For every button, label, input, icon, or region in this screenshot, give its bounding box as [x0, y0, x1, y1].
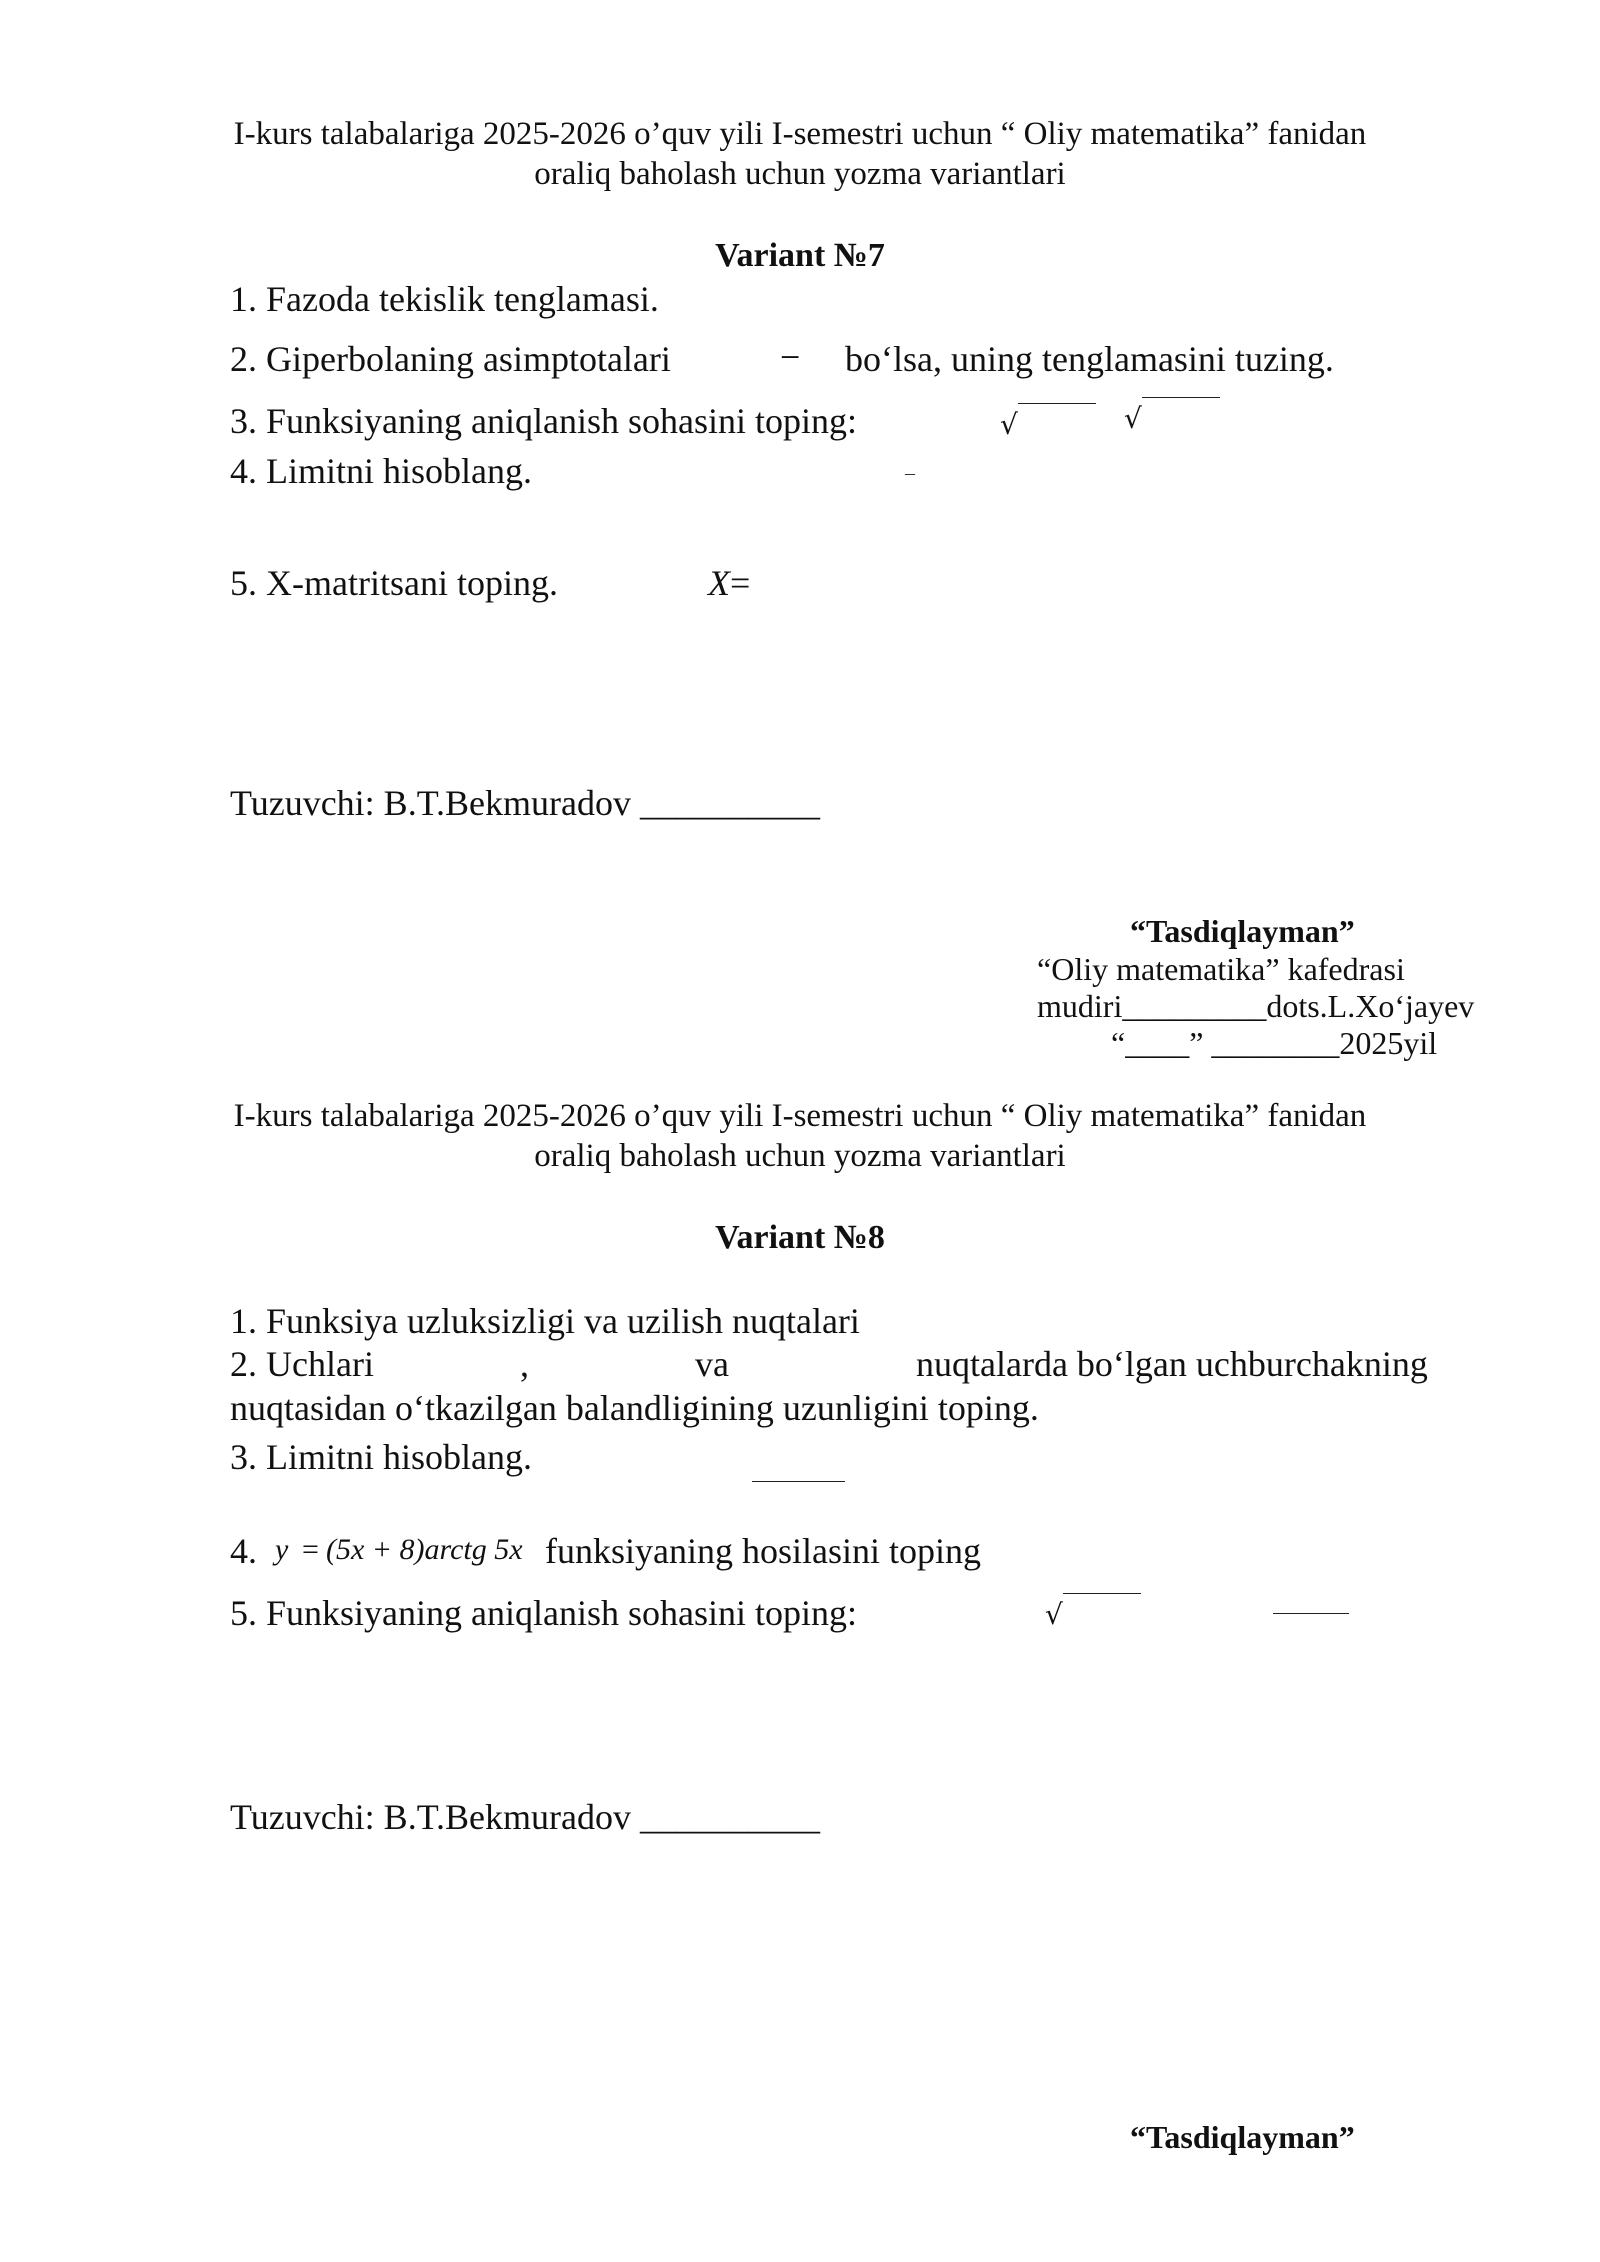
- variant7-question-2: 2. Giperbolaning asimptotalari: [230, 339, 671, 379]
- approval7-title: “Tasdiqlayman”: [1130, 913, 1355, 949]
- sqrt-icon: √: [1045, 1598, 1063, 1631]
- variant7-header-line2: oraliq baholash uchun yozma variantlari: [534, 156, 1066, 192]
- variant8-question-3: 3. Limitni hisoblang.: [230, 1437, 532, 1477]
- variant7-question-3: 3. Funksiyaning aniqlanish sohasini toping:: [230, 401, 857, 441]
- variant8-question-1: 1. Funksiya uzluksizligi va uzilish nuqtalari: [230, 1301, 860, 1341]
- variant8-question-5: 5. Funksiyaning aniqlanish sohasini toping:: [230, 1593, 857, 1633]
- variant7-q5-eq: =: [730, 563, 751, 603]
- sqrt-overline: [1142, 397, 1220, 399]
- variant7-author: Tuzuvchi: B.T.Bekmuradov __________: [230, 783, 820, 823]
- variant8-question-4: 4.: [230, 1531, 257, 1571]
- approval8-title: “Tasdiqlayman”: [1130, 2119, 1355, 2155]
- approval7-head-signature: mudiri_________dots.L.Xo‘jayev: [1037, 988, 1475, 1024]
- variant7-title: Variant №7: [715, 237, 885, 274]
- variant8-q2-line2: nuqtasidan o‘tkazilgan balandligining uzunligini toping.: [230, 1388, 1039, 1428]
- variant7-q5-matrix: [708, 562, 750, 604]
- variant8-header-line1: I-kurs talabalariga 2025-2026 o’quv yili I-semestri uchun “ Oliy matematika” fanidan: [233, 1098, 1367, 1134]
- variant7-question-4: 4. Limitni hisoblang.: [230, 451, 532, 491]
- variant7-q2-minus: −: [780, 337, 801, 377]
- variant8-q4-formula: (5x + 8)arctg 5x: [326, 1533, 523, 1566]
- sqrt-icon: √: [1000, 408, 1018, 441]
- variant8-q2-comma: ,: [520, 1344, 529, 1384]
- sqrt-overline: [1063, 1593, 1141, 1595]
- variant7-q5-x: X: [708, 563, 730, 603]
- approval7-department: “Oliy matematika” kafedrasi: [1037, 951, 1405, 987]
- variant8-q2-part2: nuqtalarda bo‘lgan uchburchakning: [916, 1344, 1428, 1384]
- approval7-date: “____” ________2025yil: [1111, 1025, 1438, 1061]
- variant8-q2-va: va: [695, 1344, 729, 1384]
- variant8-q4-text: funksiyaning hosilasini toping: [545, 1531, 981, 1571]
- variant8-question-2: 2. Uchlari: [230, 1344, 374, 1384]
- variant7-q2-suffix: bo‘lsa, uning tenglamasini tuzing.: [845, 339, 1334, 379]
- fraction-bar: [752, 1481, 845, 1483]
- variant8-title: Variant №8: [715, 1219, 885, 1256]
- variant8-author: Tuzuvchi: B.T.Bekmuradov __________: [230, 1797, 820, 1837]
- variant8-header-line2: oraliq baholash uchun yozma variantlari: [534, 1138, 1066, 1174]
- variant8-q4-y: y: [275, 1533, 289, 1566]
- variant7-question-5: 5. X-matritsani toping.: [230, 563, 558, 603]
- fraction-bar: [1273, 1613, 1349, 1615]
- variant8-q4-eq: =: [302, 1533, 319, 1566]
- variant7-question-1: 1. Fazoda tekislik tenglamasi.: [230, 279, 659, 319]
- variant7-header-line1: I-kurs talabalariga 2025-2026 o’quv yili I-semestri uchun “ Oliy matematika” fanidan: [233, 116, 1367, 152]
- sqrt-icon: √: [1124, 402, 1142, 435]
- variant7-q4-dash: –: [905, 462, 915, 484]
- sqrt-overline: [1018, 403, 1096, 405]
